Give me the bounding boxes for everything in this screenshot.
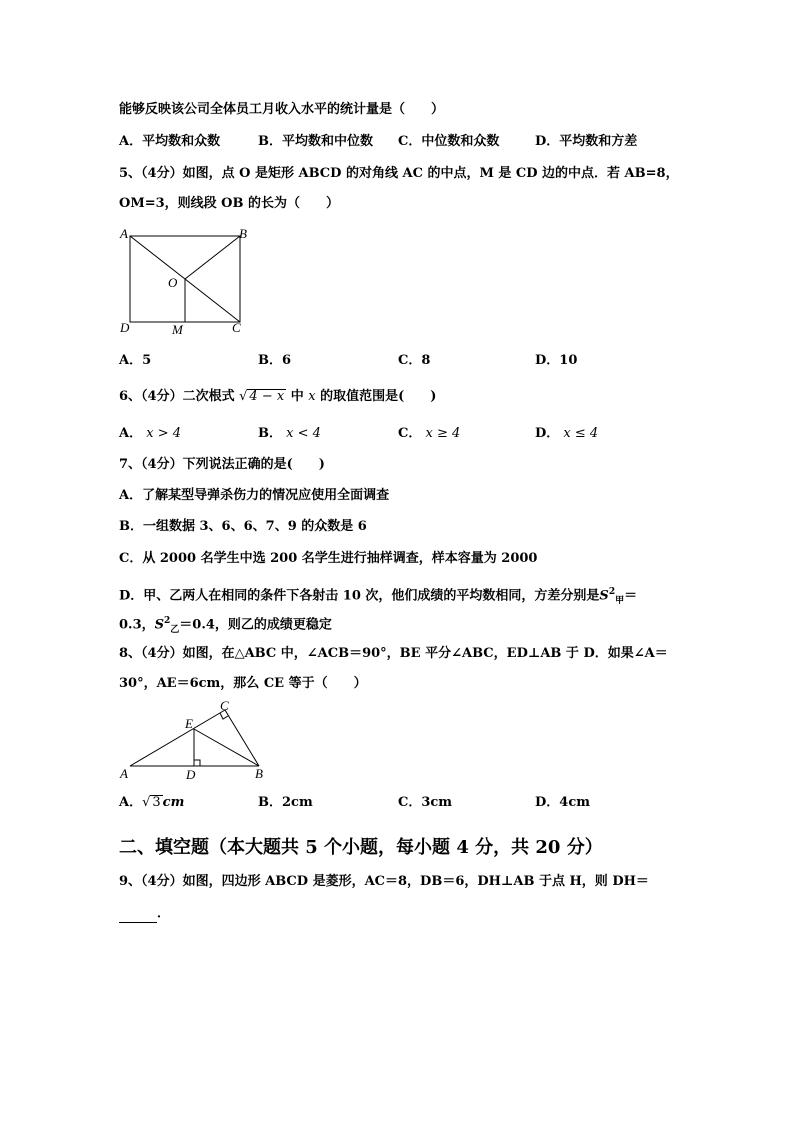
q8-line1: 8、（4分）如图，在△ABC 中，∠ACB＝90°，BE 平分∠ABC，ED⊥AB 于 D．如果∠A＝ xyxy=(119,646,668,661)
label-d: D xyxy=(120,320,130,335)
q5-line2: OM=3，则线段 OB 的长为（ ） xyxy=(119,196,340,211)
q7-option-a: A．了解某型导弹杀伤力的情况应使用全面调查 xyxy=(119,488,390,503)
label-c: C xyxy=(232,320,241,335)
q5-option-d: D．10 xyxy=(535,353,578,368)
right-angle-mark-d xyxy=(194,760,200,766)
q4-option-d: D．平均数和方差 xyxy=(535,134,638,149)
q8-line2: 30°，AE＝6cm，那么 CE 等于（ ） xyxy=(119,676,367,691)
q6-option-a: A． x > 4 xyxy=(119,426,181,441)
q5-option-a: A．5 xyxy=(119,353,152,368)
q7-option-c: C．从 2000 名学生中选 200 名学生进行抽样调查，样本容量为 2000 xyxy=(119,551,538,566)
q8-figure-triangle xyxy=(112,698,272,784)
q6-radicand: 4 − x xyxy=(249,389,285,404)
q6-option-b: B． x < 4 xyxy=(258,426,321,441)
q9-line2: ． xyxy=(119,905,170,923)
q6-prefix: 6、（4分）二次根式 xyxy=(119,389,235,404)
q5-figure-rectangle xyxy=(112,224,262,339)
label-b: B xyxy=(239,226,247,241)
q8-option-b: B．2cm xyxy=(258,795,313,810)
q6-middle: 中 xyxy=(290,389,304,404)
q6-stem xyxy=(119,388,436,406)
q4-option-c: C．中位数和众数 xyxy=(398,134,500,149)
side-cb xyxy=(225,710,259,766)
q6-radical: √ 4 − x xyxy=(239,389,285,404)
q5-option-b: B．6 xyxy=(258,353,292,368)
label-o: O xyxy=(168,275,178,290)
q7-option-d-line2: 0.3，$S^2_乙=0.4$，则乙的成绩更稳定 xyxy=(119,616,332,635)
section-2-heading: 二、填空题（本大题共 5 个小题，每小题 4 分，共 20 分） xyxy=(119,837,603,858)
q7-option-d-line1: D．甲、乙两人在相同的条件下各射击 10 次，他们成绩的平均数相同，方差分别是$S^2_甲=$ xyxy=(119,587,638,606)
q6-var: x xyxy=(308,389,316,404)
q4-option-b: B．平均数和中位数 xyxy=(258,134,373,149)
label-d: D xyxy=(186,767,196,782)
label-m: M xyxy=(172,322,183,337)
q7-stem: 7、（4分）下列说法正确的是( ) xyxy=(119,457,325,472)
q4-option-a: A．平均数和众数 xyxy=(119,134,221,149)
q9-line1: 9、（4分）如图，四边形 ABCD 是菱形，AC＝8，DB＝6，DH⊥AB 于点 H，则 DH＝ xyxy=(119,874,649,889)
q8-option-d: D．4cm xyxy=(535,795,590,810)
q4-stem: 能够反映该公司全体员工月收入水平的统计量是（ ） xyxy=(119,102,445,117)
label-a: A xyxy=(120,766,128,781)
segment-ob xyxy=(185,236,240,279)
label-b: B xyxy=(255,766,263,781)
bisector-be xyxy=(194,729,259,766)
label-c: C xyxy=(220,698,229,713)
q8-option-c: C．3cm xyxy=(398,795,453,810)
q7-option-b: B．一组数据 3、6、6、7、9 的众数是 6 xyxy=(119,519,367,534)
label-a: A xyxy=(120,226,128,241)
q5-option-c: C．8 xyxy=(398,353,431,368)
label-e: E xyxy=(185,716,193,731)
q5-line1: 5、（4分）如图，点 O 是矩形 ABCD 的对角线 AC 的中点，M 是 CD 边的中点．若 AB=8， xyxy=(119,166,679,181)
q6-option-d: D． x ≤ 4 xyxy=(535,426,599,441)
q8-option-a: A．√ 3 cm xyxy=(119,795,185,810)
answer-blank[interactable] xyxy=(119,908,157,923)
q6-suffix: 的取值范围是( ) xyxy=(320,389,437,404)
q6-option-c: C． x ≥ 4 xyxy=(398,426,461,441)
